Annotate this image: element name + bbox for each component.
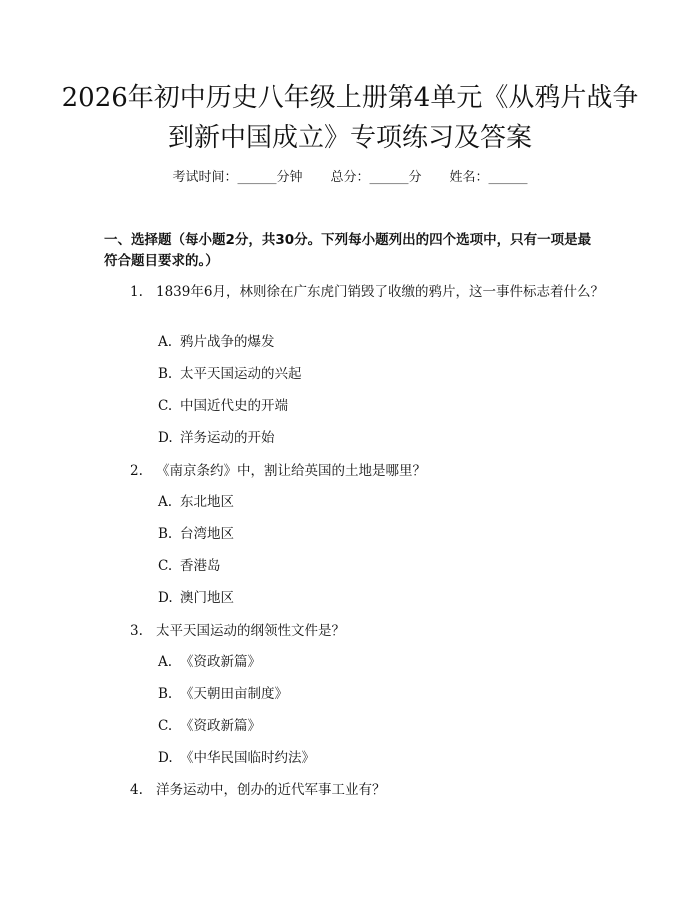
question-text: 1839年6月，林则徐在广东虎门销毁了收缴的鸦片，这一事件标志着什么？ — [156, 284, 604, 300]
exam-time: 考试时间：______分钟 — [172, 170, 303, 185]
option-2c — [158, 556, 221, 576]
option-3c — [158, 716, 261, 736]
question-3 — [104, 620, 604, 642]
option-letter: D. — [158, 750, 173, 766]
option-3a — [158, 652, 261, 672]
option-1b — [158, 364, 302, 384]
option-letter: A. — [158, 334, 173, 350]
option-text: 太平天国运动的兴起 — [180, 366, 302, 382]
question-number: 2. — [130, 463, 143, 479]
option-text: 《资政新篇》 — [180, 718, 261, 734]
option-1c — [158, 396, 288, 416]
option-letter: C. — [158, 558, 173, 574]
page-title: 2026年初中历史八年级上册第4单元《从鸦片战争到新中国成立》专项练习及答案 — [61, 83, 639, 153]
question-text: 《南京条约》中，割让给英国的土地是哪里？ — [156, 463, 426, 479]
section-heading: 一、选择题（每小题2分，共30分。下列每小题列出的四个选项中，只有一项是最符合题目要求的。） — [104, 232, 592, 269]
question-text: 太平天国运动的纲领性文件是？ — [156, 623, 345, 639]
student-name: 姓名：______ — [449, 170, 528, 185]
option-text: 《中华民国临时约法》 — [180, 750, 315, 766]
option-text: 《天朝田亩制度》 — [180, 686, 288, 702]
option-3d — [158, 748, 315, 768]
question-number: 4. — [130, 782, 143, 798]
option-1d — [158, 428, 275, 448]
option-letter: C. — [158, 398, 173, 414]
question-number: 3. — [130, 623, 143, 639]
option-2d — [158, 588, 234, 608]
option-text: 中国近代史的开端 — [180, 398, 288, 414]
option-letter: A. — [158, 654, 173, 670]
option-3b — [158, 684, 288, 704]
question-2 — [104, 460, 604, 482]
option-letter: B. — [158, 526, 173, 542]
option-letter: D. — [158, 590, 173, 606]
option-text: 鸦片战争的爆发 — [180, 334, 275, 350]
option-1a — [158, 332, 275, 352]
option-text: 《资政新篇》 — [180, 654, 261, 670]
option-text: 香港岛 — [180, 558, 221, 574]
option-2b — [158, 524, 234, 544]
question-text: 洋务运动中，创办的近代军事工业有？ — [156, 782, 386, 798]
question-1 — [104, 281, 604, 303]
question-4 — [104, 779, 604, 801]
question-number: 1. — [130, 284, 143, 300]
option-text: 台湾地区 — [180, 526, 234, 542]
option-text: 东北地区 — [180, 494, 234, 510]
option-letter: B. — [158, 686, 173, 702]
option-letter: A. — [158, 494, 173, 510]
option-text: 澳门地区 — [180, 590, 234, 606]
exam-meta — [0, 168, 700, 188]
total-score: 总分：______分 — [330, 170, 422, 185]
option-text: 洋务运动的开始 — [180, 430, 275, 446]
option-2a — [158, 492, 234, 512]
option-letter: D. — [158, 430, 173, 446]
option-letter: C. — [158, 718, 173, 734]
option-letter: B. — [158, 366, 173, 382]
